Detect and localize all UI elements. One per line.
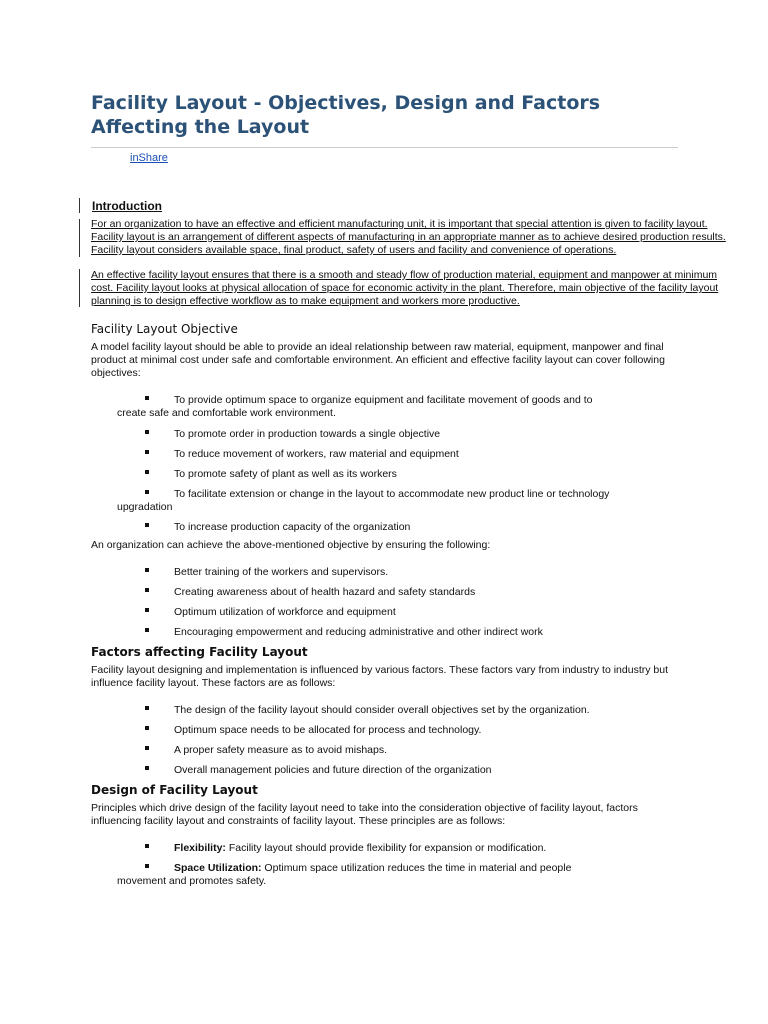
list-item (145, 468, 665, 481)
intro-paragraph-2 (91, 269, 768, 308)
bullet-icon (145, 608, 149, 612)
bullet-icon (145, 628, 149, 632)
list-item-text: Creating awareness about of health hazard and safety standards (174, 586, 476, 598)
list-item-continuation: upgradation (117, 501, 173, 513)
list-item-text: Better training of the workers and supervisors. (174, 566, 389, 578)
objective-paragraph: A model facility layout should be able to provide an ideal relationship between raw material, equipment, manpower and final product at minimal cost under safe and comfortable environment. An efficient and effective facility layout can cover following objectives: (91, 341, 665, 379)
list-item-text: Optimum utilization of workforce and equipment (174, 606, 396, 618)
list-item-text: To reduce movement of workers, raw material and equipment (174, 448, 459, 460)
factors-heading: Factors affecting Facility Layout (91, 645, 308, 659)
intro-line: Facility layout considers available space, final product, safety of users and facility and convenience of operations. (91, 244, 617, 256)
list-item-text: To promote order in production towards a single objective (174, 428, 441, 440)
bullet-icon (145, 490, 149, 494)
title-divider (91, 147, 678, 148)
intro-line: Facility layout is an arrangement of different aspects of manufacturing in an appropriate manner as to achieve desired production results. (91, 231, 726, 243)
list-item-text: To promote safety of plant as well as its workers (174, 468, 397, 480)
list-item-continuation: movement and promotes safety. (117, 875, 267, 887)
achieve-paragraph: An organization can achieve the above-mentioned objective by ensuring the following: (91, 539, 491, 551)
design-paragraph: Principles which drive design of the facility layout need to take into the consideration objective of facility layout, factors influencing facility layout and constraints of facility layout. These principles are as follows: (91, 802, 638, 827)
intro-line: An effective facility layout ensures that there is a smooth and steady flow of production material, equipment and manpower at minimum (91, 269, 718, 281)
factors-paragraph: Facility layout designing and implementation is influenced by various factors. These factors vary from industry to industry but influence facility layout. These factors are as follows: (91, 664, 668, 689)
list-item (145, 724, 665, 737)
bullet-icon (145, 864, 149, 868)
list-item (145, 704, 665, 717)
list-item-text: The design of the facility layout should consider overall objectives set by the organization. (174, 704, 590, 716)
bullet-icon (145, 450, 149, 454)
list-item-text: Facility layout should provide flexibility for expansion or modification. (225, 842, 547, 854)
list-item (145, 764, 665, 777)
design-heading: Design of Facility Layout (91, 783, 258, 797)
bullet-icon (145, 746, 149, 750)
list-item-text: A proper safety measure as to avoid mishaps. (174, 744, 388, 756)
list-item-text: To increase production capacity of the organization (174, 521, 411, 533)
list-item (117, 394, 665, 420)
bullet-icon (145, 844, 149, 848)
bullet-icon (145, 523, 149, 527)
bullet-icon (145, 726, 149, 730)
list-item-term: Flexibility: (174, 842, 226, 854)
introduction-heading: Introduction (92, 199, 162, 213)
list-item (117, 488, 665, 514)
bullet-icon (145, 470, 149, 474)
list-item (117, 862, 665, 888)
list-item (145, 428, 665, 441)
intro-paragraph-1 (91, 218, 768, 257)
page-title: Facility Layout - Objectives, Design and Factors Affecting the Layout (91, 92, 601, 138)
intro-line: cost. Facility layout looks at physical allocation of space for economic activity in the plant. Therefore, main objective of the facility layout (91, 282, 719, 294)
inshare-link[interactable]: inShare (130, 152, 168, 164)
bullet-icon (145, 430, 149, 434)
list-item-term: Space Utilization: (174, 862, 262, 874)
list-item-continuation: create safe and comfortable work environment. (117, 407, 336, 419)
bullet-icon (145, 706, 149, 710)
list-item-text: Optimum space utilization reduces the time in material and people (261, 862, 572, 874)
paragraph-marker (79, 269, 80, 307)
paragraph-marker (79, 219, 80, 257)
objective-heading: Facility Layout Objective (91, 322, 238, 336)
list-item (145, 521, 665, 534)
list-item-text: Overall management policies and future direction of the organization (174, 764, 492, 776)
list-item (145, 586, 665, 599)
list-item-text: To provide optimum space to organize equipment and facilitate movement of goods and to (174, 394, 593, 406)
list-item-text: Encouraging empowerment and reducing administrative and other indirect work (174, 626, 543, 638)
bullet-icon (145, 396, 149, 400)
list-item (145, 842, 665, 855)
list-item (145, 566, 665, 579)
list-item (145, 448, 665, 461)
list-item-text: Optimum space needs to be allocated for process and technology. (174, 724, 482, 736)
intro-line: planning is to design effective workflow as to make equipment and workers more productive. (91, 295, 520, 307)
list-item (145, 626, 665, 639)
list-item (145, 744, 665, 757)
bullet-icon (145, 568, 149, 572)
bullet-icon (145, 766, 149, 770)
bullet-icon (145, 588, 149, 592)
intro-line: For an organization to have an effective and efficient manufacturing unit, it is important that special attention is given to facility layout. (91, 218, 708, 230)
list-item-text: To facilitate extension or change in the layout to accommodate new product line or technology (174, 488, 610, 500)
list-item (145, 606, 665, 619)
section-marker (79, 198, 80, 213)
